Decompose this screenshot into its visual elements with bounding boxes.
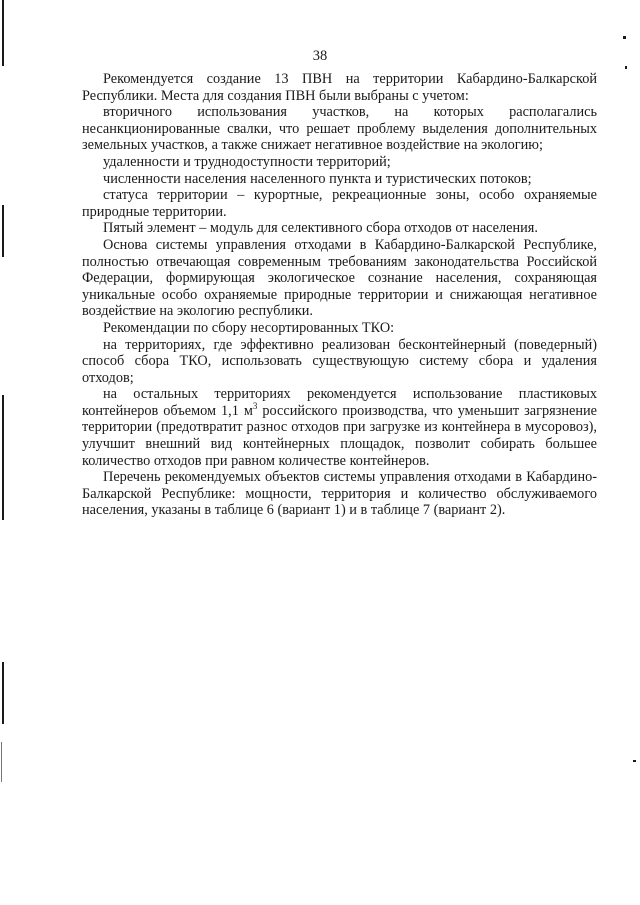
paragraph-fifth-element: Пятый элемент – модуль для селективного сбора отходов от населения. bbox=[103, 220, 538, 237]
paragraph-container-collection bbox=[82, 386, 597, 469]
paragraph-criterion-secondary-use: вторичного использования участков, на которых располагались несанкционированные свалки, что решает проблему выделения дополнительных земельных участков, а также снижает негативное воздействие на экологию; bbox=[82, 104, 597, 154]
scan-speck bbox=[633, 760, 636, 762]
body-text bbox=[82, 71, 597, 519]
scan-edge-mark bbox=[1, 742, 2, 782]
container-text-part-2: российского производства, что уменьшит загрязнение территории (предотвратит разнос отходов при загрузке из контейнера в мусоровоз), улучшит внешний вид контейнерных площадок, позволит собирать большее количество отходов при равном количестве контейнеров. bbox=[82, 402, 597, 469]
paragraph-recommendations-heading: Рекомендации по сбору несортированных ТКО: bbox=[103, 319, 395, 336]
paragraph-intro: Рекомендуется создание 13 ПВН на территории Кабардино-Балкарской Республики. Места для создания ПВН были выбраны с учетом: bbox=[82, 71, 597, 104]
paragraph-criterion-population: численности населения населенного пункта и туристических потоков; bbox=[103, 170, 532, 187]
paragraph-objects-list: Перечень рекомендуемых объектов системы управления отходами в Кабардино-Балкарской Республике: мощности, территория и количество обслуживаемого населения, указаны в таблице 6 (вариант 1) и в таблице 7 (вариант 2). bbox=[82, 469, 597, 519]
paragraph-containerless-collection: на территориях, где эффективно реализован бесконтейнерный (поведерный) способ сбора ТКО, использовать существующую систему сбора и удаления отходов; bbox=[82, 336, 597, 386]
scan-speck bbox=[625, 66, 627, 69]
paragraph-criterion-status: статуса территории – курортные, рекреационные зоны, особо охраняемые природные территории. bbox=[82, 187, 597, 220]
cubic-superscript: 3 bbox=[252, 401, 258, 412]
paragraph-criterion-remoteness: удаленности и труднодоступности территорий; bbox=[103, 153, 391, 170]
page-number: 38 bbox=[312, 48, 328, 64]
scan-edge-mark bbox=[2, 205, 4, 257]
scan-edge-mark bbox=[2, 662, 4, 724]
scan-edge-mark bbox=[2, 395, 4, 520]
scan-speck bbox=[623, 36, 626, 39]
paragraph-system-basis: Основа системы управления отходами в Кабардино-Балкарской Республике, полностью отвечающая современным требованиям законодательства Российской Федерации, формирующая экологическое сознание населения, сохраняющая уникальные особо охраняемые природные территории и снижающая негативное воздействие на экологию республики. bbox=[82, 236, 597, 320]
container-text-part-1: на остальных территориях рекомендуется использование пластиковых контейнеров объемом 1,1 м bbox=[82, 386, 597, 419]
